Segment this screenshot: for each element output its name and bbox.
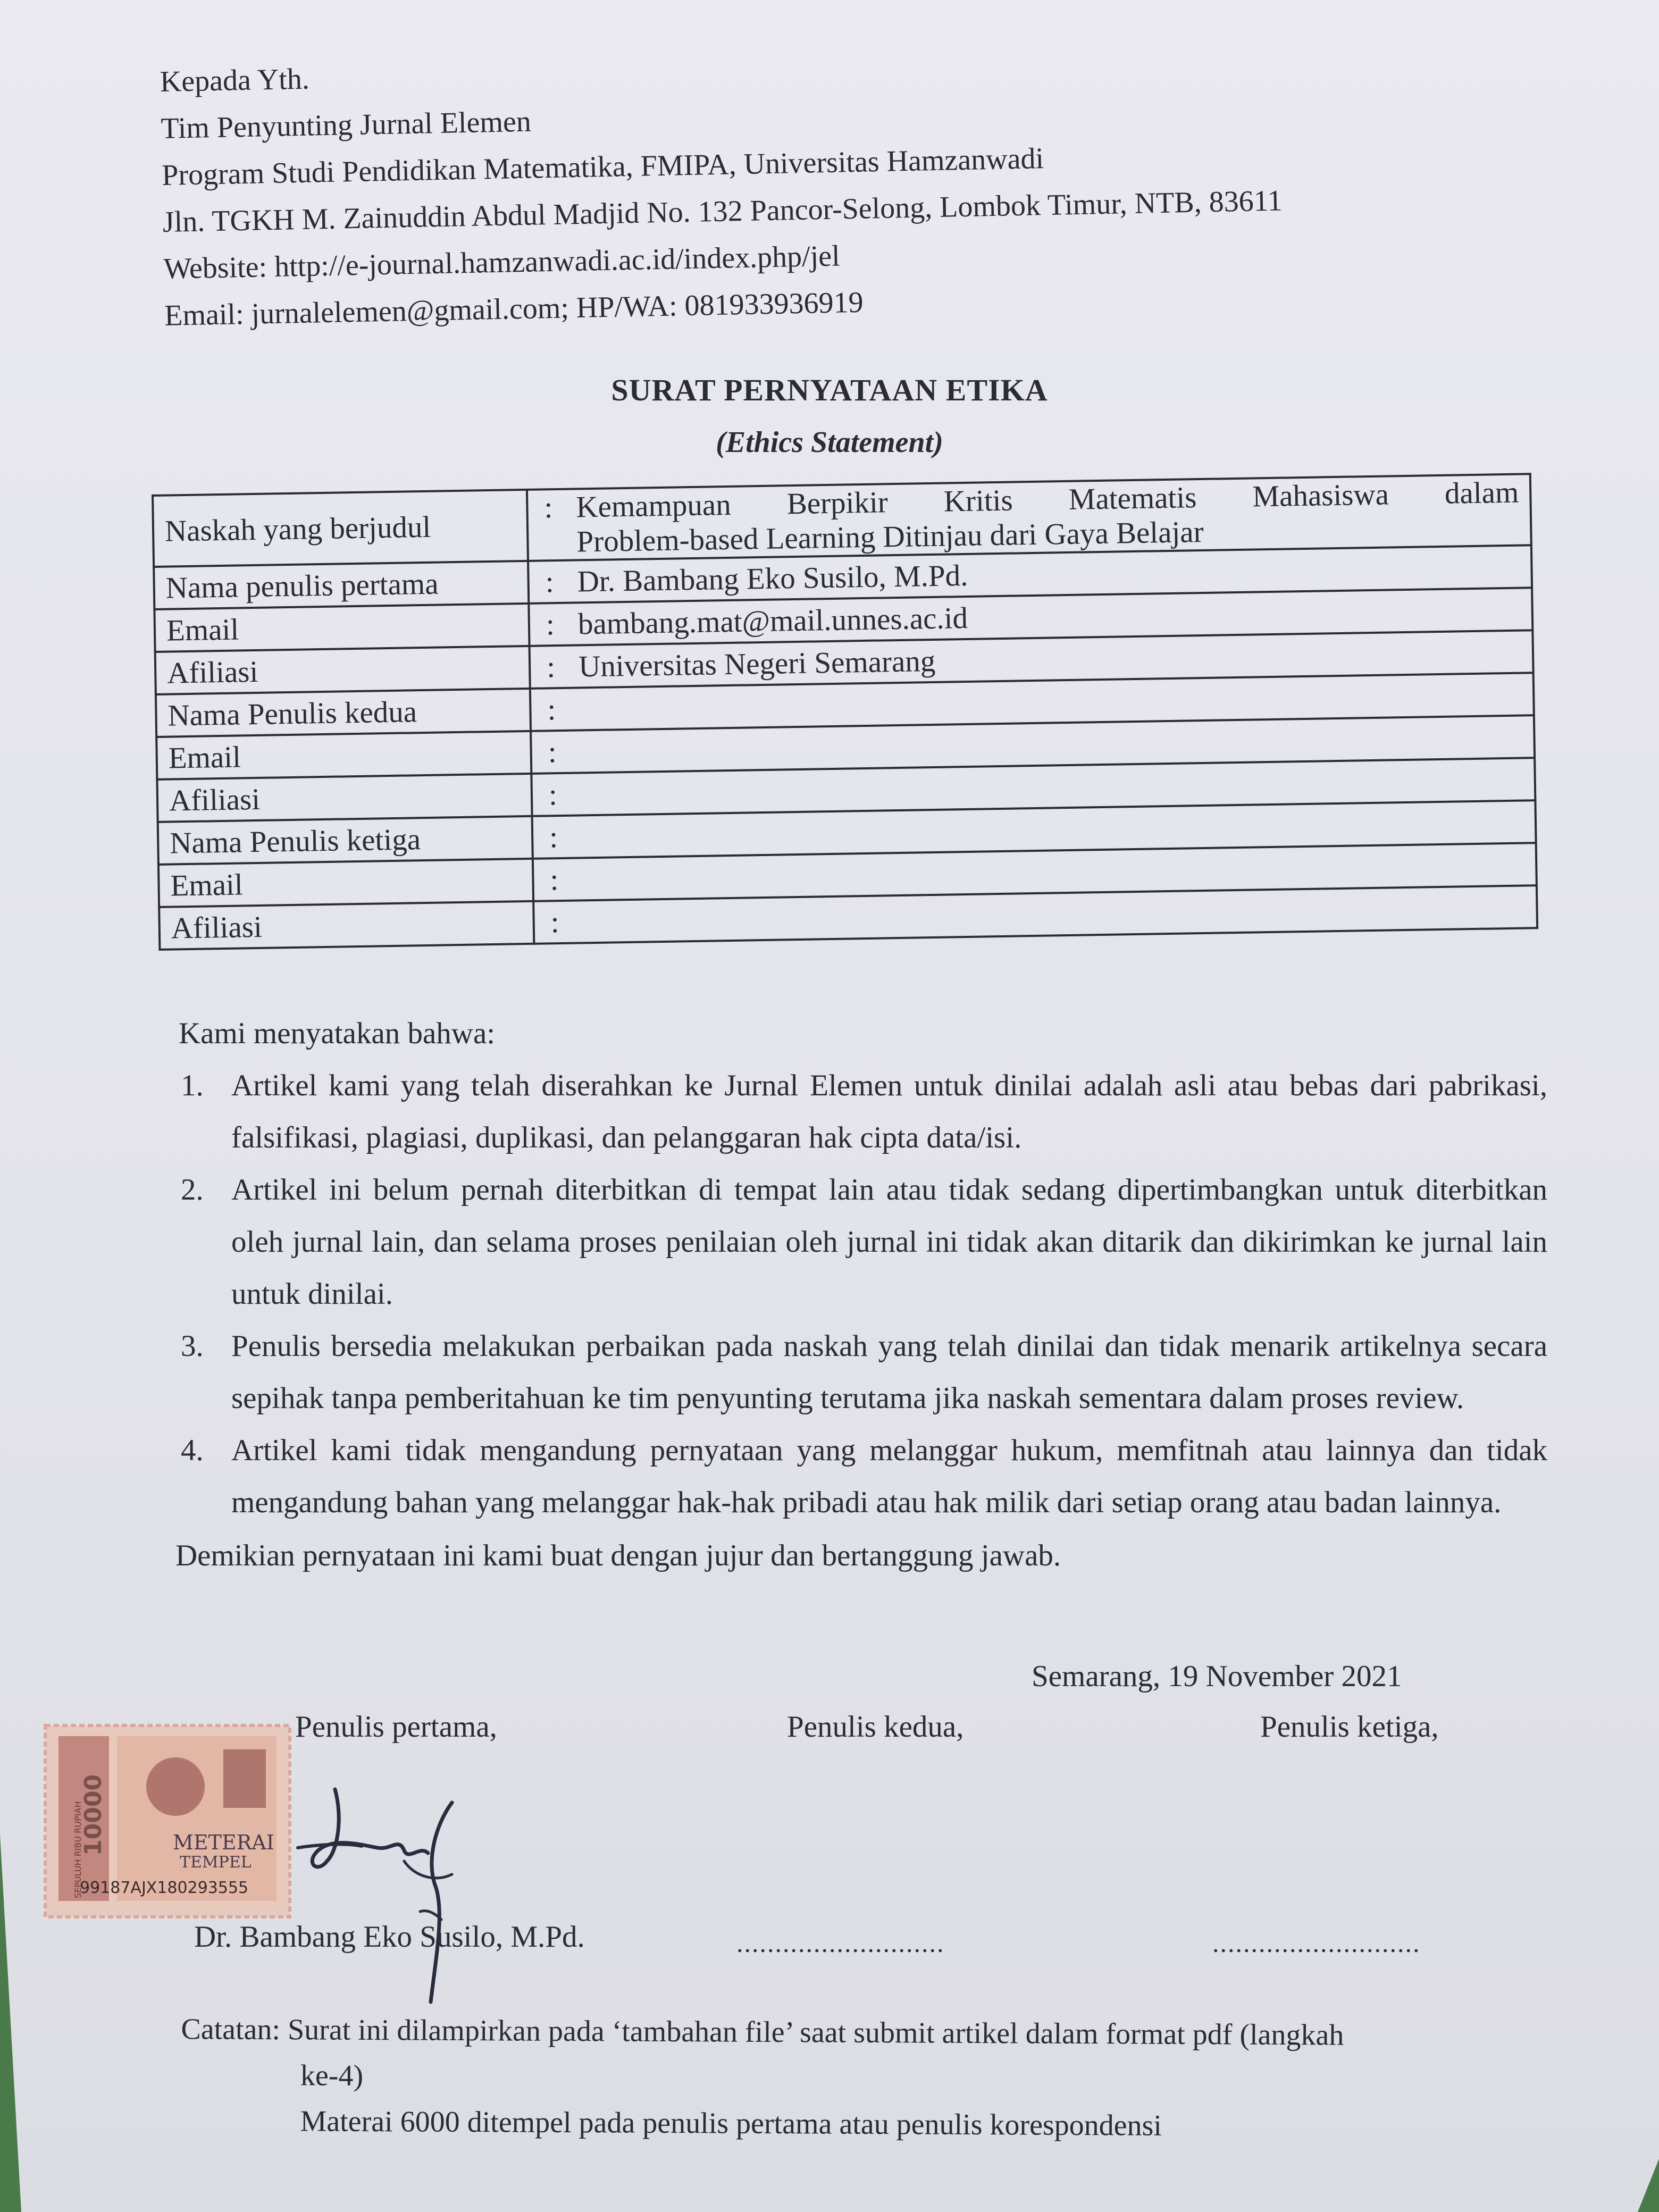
document-subtitle: (Ethics Statement) bbox=[716, 426, 943, 459]
signature-line-second: ........................... bbox=[736, 1928, 945, 1958]
signer-label-third: Penulis ketiga, bbox=[1260, 1710, 1439, 1744]
row-label: Afiliasi bbox=[157, 774, 532, 822]
title-line: Kemampuan Berpikir Kritis Matematis Mahasiswa dalam bbox=[575, 475, 1519, 524]
separator: : bbox=[547, 692, 556, 726]
address-line: Kepada Yth. bbox=[160, 62, 310, 98]
item-number: 4. bbox=[181, 1434, 204, 1467]
separator: : bbox=[550, 905, 560, 939]
value-text: Dr. Bambang Eko Susilo, M.Pd. bbox=[577, 558, 968, 598]
row-label: Email bbox=[156, 731, 531, 780]
row-label: Email bbox=[154, 604, 529, 652]
note-text: Surat ini dilampirkan pada ‘tambahan file’ saat submit artikel dalam format pdf (langkah bbox=[287, 2013, 1344, 2052]
stamp-value: 10000 bbox=[80, 1774, 107, 1856]
author-info-table bbox=[152, 473, 1538, 951]
separator: : bbox=[549, 862, 559, 896]
stamp-text-meterai: METERAI bbox=[173, 1831, 274, 1854]
signer-label-second: Penulis kedua, bbox=[787, 1710, 964, 1744]
list-item bbox=[175, 1320, 1547, 1425]
document-title: SURAT PERNYATAAN ETIKA bbox=[611, 373, 1048, 407]
note-line: ke-4) bbox=[300, 2059, 364, 2092]
signer-name-first: Dr. Bambang Eko Susilo, M.Pd. bbox=[194, 1920, 585, 1954]
meterai-stamp bbox=[43, 1723, 292, 1920]
address-line: Email: jurnalelemen@gmail.com; HP/WA: 081933936919 bbox=[164, 286, 864, 332]
item-number: 1. bbox=[181, 1069, 204, 1102]
value-text: Universitas Negeri Semarang bbox=[578, 644, 936, 683]
statement-closing: Demikian pernyataan ini kami buat dengan jujur dan bertanggung jawab. bbox=[175, 1539, 1061, 1572]
row-label: Naskah yang berjudul bbox=[153, 490, 528, 567]
notes-label: Catatan: bbox=[181, 2013, 281, 2047]
stamp-serial: 99187AJX180293555 bbox=[80, 1879, 249, 1897]
address-line: Tim Penyunting Jurnal Elemen bbox=[160, 105, 532, 145]
row-label: Nama Penulis kedua bbox=[156, 689, 531, 737]
item-text: Artikel ini belum pernah diterbitkan di tempat lain atau tidak sedang dipertimbangkan untuk diterbitkan oleh jurnal lain, dan selama proses penilaian oleh jurnal ini tidak akan ditarik dan dikirimkan ke jurnal lain untuk dinilai. bbox=[231, 1173, 1547, 1311]
item-text: Artikel kami tidak mengandung pernyataan yang melanggar hukum, memfitnah atau lainnya dan tidak mengandung bahan yang melanggar hak-hak pribadi atau hak milik dari setiap orang atau badan lainnya. bbox=[231, 1434, 1547, 1519]
place-date: Semarang, 19 November 2021 bbox=[1032, 1660, 1402, 1693]
row-label: Afiliasi bbox=[159, 901, 534, 950]
signature-line-third: ........................... bbox=[1212, 1928, 1421, 1958]
stamp-text-tempel: TEMPEL bbox=[180, 1853, 252, 1872]
note-line: Materai 6000 ditempel pada penulis pertama atau penulis korespondensi bbox=[300, 2105, 1162, 2142]
address-line: Program Studi Pendidikan Matematika, FMIPA, Universitas Hamzanwadi bbox=[161, 142, 1044, 192]
address-line: Website: http://e-journal.hamzanwadi.ac.id/index.php/jel bbox=[163, 239, 841, 286]
list-item bbox=[175, 1425, 1547, 1529]
notes-section bbox=[180, 2006, 1563, 2151]
recipient-address bbox=[160, 37, 1285, 339]
stamp-side-text: SEPULUH RIBU RUPIAH bbox=[73, 1801, 83, 1898]
row-label: Nama penulis pertama bbox=[154, 561, 529, 609]
list-item bbox=[175, 1164, 1547, 1320]
row-label: Afiliasi bbox=[155, 646, 530, 694]
item-text: Artikel kami yang telah diserahkan ke Jurnal Elemen untuk dinilai adalah asli atau bebas dari pabrikasi, falsifikasi, plagiasi, duplikasi, dan pelanggaran hak cipta data/isi. bbox=[231, 1069, 1547, 1154]
separator: : bbox=[549, 820, 558, 854]
separator: : bbox=[548, 777, 558, 811]
title-line: Problem-based Learning Ditinjau dari Gaya Belajar bbox=[576, 515, 1204, 559]
signer-label-first: Penulis pertama, bbox=[295, 1710, 497, 1744]
item-text: Penulis bersedia melakukan perbaikan pada naskah yang telah dinilai dan tidak menarik artikelnya secara sepihak tanpa pemberitahuan ke tim penyunting terutama jika naskah sementara dalam proses review. bbox=[231, 1329, 1547, 1415]
statement-list bbox=[175, 1060, 1547, 1529]
row-label: Email bbox=[158, 859, 533, 907]
separator: : bbox=[548, 735, 557, 769]
separator: : bbox=[543, 491, 553, 525]
address-line: Jln. TGKH M. Zainuddin Abdul Madjid No. 132 Pancor-Selong, Lombok Timur, NTB, 83611 bbox=[162, 184, 1283, 239]
separator: : bbox=[545, 565, 555, 599]
value-text: bambang.mat@mail.unnes.ac.id bbox=[577, 601, 968, 641]
statement-body bbox=[175, 1008, 1547, 1582]
separator: : bbox=[546, 607, 555, 641]
note-line bbox=[181, 2006, 1563, 2059]
statement-intro: Kami menyatakan bahwa: bbox=[179, 1017, 496, 1050]
row-label: Nama Penulis ketiga bbox=[158, 816, 533, 865]
item-number: 3. bbox=[181, 1329, 204, 1363]
item-number: 2. bbox=[181, 1173, 204, 1206]
separator: : bbox=[546, 650, 556, 684]
handwritten-signature bbox=[276, 1787, 500, 2010]
list-item bbox=[175, 1060, 1547, 1164]
